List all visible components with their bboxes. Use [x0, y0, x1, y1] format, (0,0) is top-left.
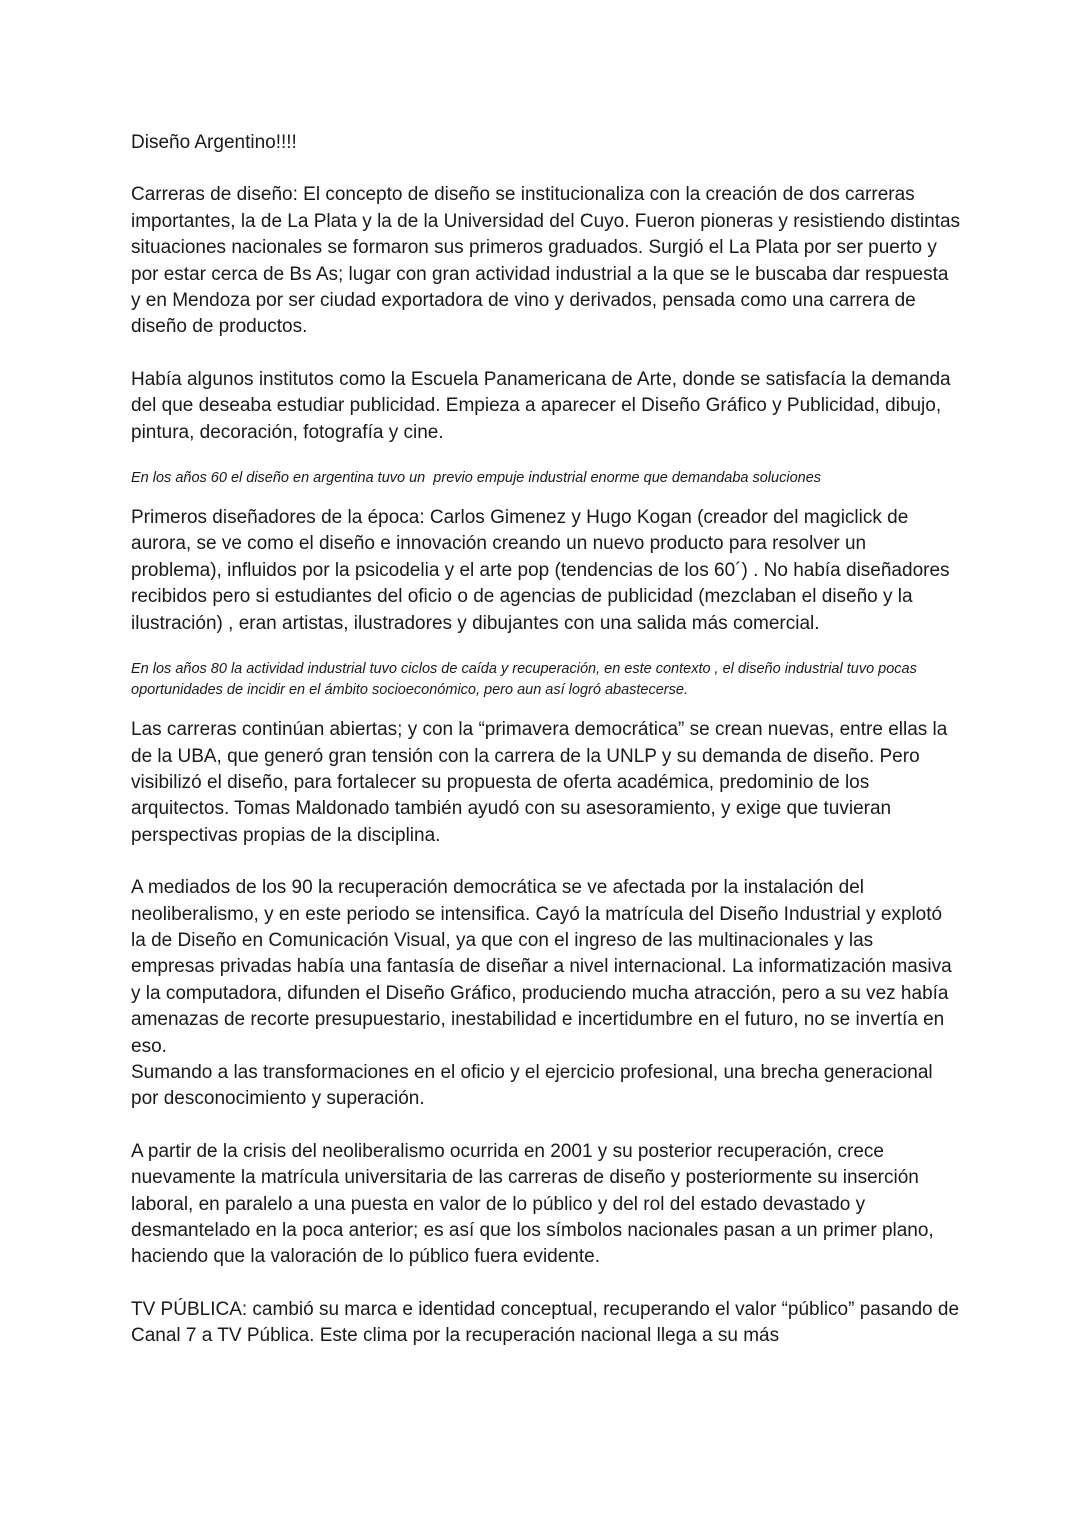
document-body [131, 130, 966, 1350]
note-anos-60: En los años 60 el diseño en argentina tuvo un previo empuje industrial enorme que demandaba soluciones [131, 470, 822, 487]
paragraph-brecha-generacional: Sumando a las transformaciones en el oficio y el ejercicio profesional, una brecha generacional por desconocimiento y superación. [131, 1061, 938, 1110]
paragraph-tv-publica: TV PÚBLICA: cambió su marca e identidad conceptual, recuperando el valor “público” pasando de Canal 7 a TV Pública. Este clima por la recuperación nacional llega a su más [131, 1298, 965, 1347]
paragraph-carreras-de-diseno: Carreras de diseño: El concepto de diseño se institucionaliza con la creación de dos carreras importantes, la de La Plata y la de la Universidad del Cuyo. Fueron pioneras y resistiendo distintas situaciones nacionales se formaron sus primeros graduados. Surgió el La Plata por ser puerto y por estar cerca de Bs As; lugar con gran actividad industrial a la que se le buscaba dar respuesta y en Mendoza por ser ciudad exportadora de vino y derivados, pensada como una carrera de diseño de productos. [131, 184, 966, 338]
paragraph-primeros-disenadores: Primeros diseñadores de la época: Carlos Gimenez y Hugo Kogan (creador del magiclick de aurora, se ve como el diseño e innovación creando un nuevo producto para resolver un problema), influidos por la psicodelia y el arte pop (tendencias de los 60´) . No había diseñadores recibidos pero si estudiantes del oficio o de agencias de publicidad (mezclaban el diseño y la ilustración) , eran artistas, ilustradores y dibujantes con una salida más comercial. [131, 507, 955, 634]
paragraph-institutos: Había algunos institutos como la Escuela Panamericana de Arte, donde se satisfacía la demanda del que deseaba estudiar publicidad. Empieza a aparecer el Diseño Gráfico y Publicidad, dibujo, pintura, decoración, fotografía y cine. [131, 368, 956, 443]
document-title: Diseño Argentino!!!! [131, 132, 297, 153]
paragraph-primavera-democratica: Las carreras continúan abiertas; y con la “primavera democrática” se crean nuevas, entre ellas la de la UBA, que generó gran tensión con la carrera de la UNLP y su demanda de diseño. Pero visibilizó el diseño, para fortalecer su propuesta de oferta académica, predominio de los arquitectos. Tomas Maldonado también ayudó con su asesoramiento, y exige que tuvieran perspectivas propias de la disciplina. [131, 719, 953, 846]
paragraph-crisis-2001: A partir de la crisis del neoliberalismo ocurrida en 2001 y su posterior recuperación, crece nuevamente la matrícula universitaria de las carreras de diseño y posteriormente su inserción laboral, en paralelo a una puesta en valor de lo público y del rol del estado devastado y desmantelado en la poca anterior; es así que los símbolos nacionales pasan a un primer plano, haciendo que la valoración de lo público fuera evidente. [131, 1140, 939, 1268]
paragraph-anos-90: A mediados de los 90 la recuperación democrática se ve afectada por la instalación del neoliberalismo, y en este periodo se intensifica. Cayó la matrícula del Diseño Industrial y explotó la de Diseño en Comunicación Visual, ya que con el ingreso de las multinacionales y las empresas privadas había una fantasía de diseñar a nivel internacional. La informatización masiva y la computadora, difunden el Diseño Gráfico, produciendo mucha atracción, pero a su vez había amenazas de recorte presupuestario, inestabilidad e incertidumbre en el futuro, no se invertía en eso. [131, 877, 957, 1057]
note-anos-80: En los años 80 la actividad industrial tuvo ciclos de caída y recuperación, en este contexto , el diseño industrial tuvo pocas oportunidades de incidir en el ámbito socioeconómico, pero aun así logró abastecerse. [131, 661, 921, 699]
